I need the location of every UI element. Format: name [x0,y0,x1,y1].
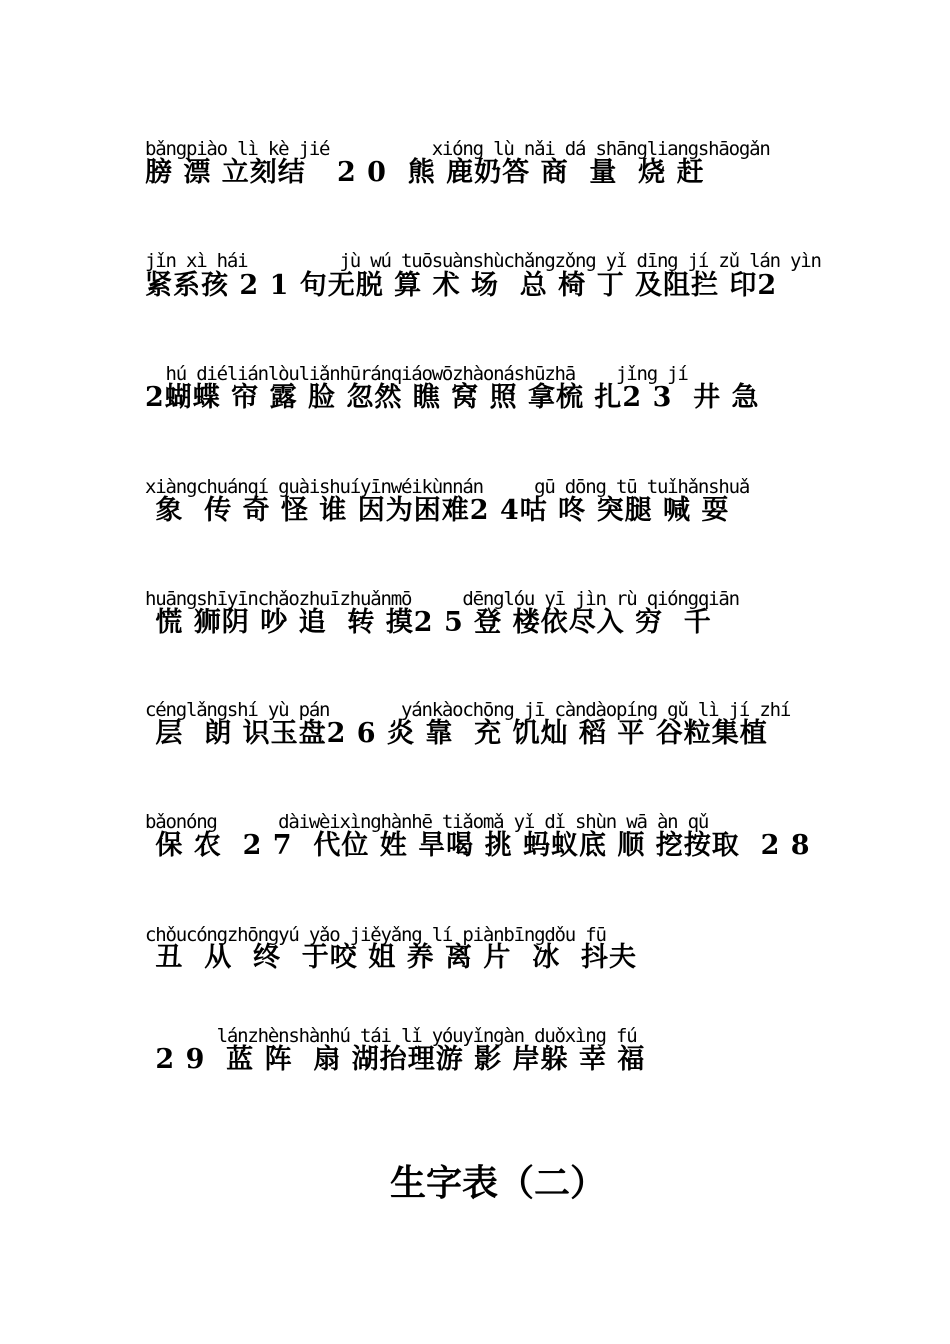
hanzi-row-9: 2 9 蓝 阵 扇 湖抬理游 影 岸躲 幸 福 [145,1044,646,1075]
hanzi-row-6: 层 朗 识玉盘2 6 炎 靠 充 饥灿 稻 平 谷粒集植 [145,718,768,749]
pinyin-row-7: bǎonóng dàiwèixìnghànhē tiǎomǎ yǐ dǐ shùn wā àn qǔ [145,811,709,833]
hanzi-row-5: 慌 狮阴 吵 追 转 摸2 5 登 楼依尽入 穷 千 [145,607,712,638]
pinyin-row-3: hú diéliánlòuliǎnhūránqiáowōzhàonáshūzhā jǐng jí [145,363,688,385]
hanzi-row-4: 象 传 奇 怪 谁 因为困难2 4咕 咚 突腿 喊 耍 [145,495,730,526]
pinyin-row-1: bǎngpiào lì kè jié xióng lù nǎi dá shāngliangshāogǎn [145,138,770,160]
hanzi-row-3: 2蝴蝶 帘 露 脸 忽然 瞧 窝 照 拿梳 扎2 3 井 急 [145,382,760,413]
hanzi-row-2: 紧系孩 2 1 句无脱 算 术 场 总 椅 丁 及阻拦 印2 [145,270,778,301]
pinyin-row-5: huāngshīyīnchǎozhuīzhuǎnmō dēnglóu yī jìn rù qióngqiān [145,588,739,610]
pinyin-row-9: lánzhènshànhú tái lǐ yóuyǐngàn duǒxìng fú [145,1025,637,1047]
hanzi-row-7: 保 农 2 7 代位 姓 旱喝 挑 蚂蚁底 顺 挖按取 2 8 [145,830,811,861]
page-title: 生字表（二） [390,1162,607,1204]
pinyin-row-8: chǒucóngzhōngyú yǎo jiěyǎng lí piànbīngdǒu fū [145,924,606,946]
pinyin-row-2: jǐn xì hái jù wú tuōsuànshùchǎngzǒng yǐ dīng jí zǔ lán yìn [145,250,821,272]
hanzi-row-8: 丑 从 终 于咬 姐 养 离 片 冰 抖夫 [145,942,637,973]
pinyin-row-6: cénglǎngshí yù pán yánkàochōng jī càndàopíng gǔ lì jí zhí [145,699,791,721]
pinyin-row-4: xiàngchuánqí guàishuíyīnwéikùnnán gū dōng tū tuǐhǎnshuǎ [145,476,750,498]
hanzi-row-1: 膀 漂 立刻结 2 0 熊 鹿奶答 商 量 烧 赶 [145,157,705,188]
